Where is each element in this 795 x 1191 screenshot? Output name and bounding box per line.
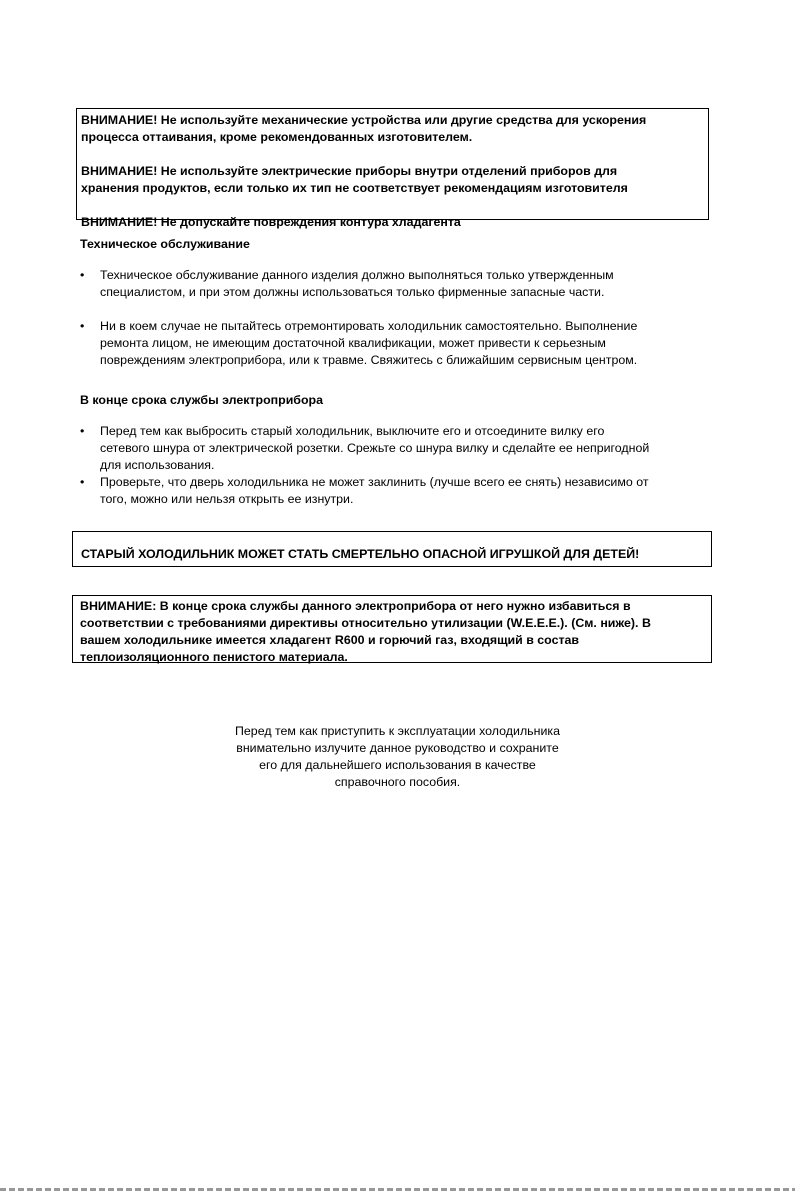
note-line3: его для дальнейшего использования в качестве: [259, 758, 536, 772]
disposal-line3: вашем холодильнике имеется хладагент R600 и горючий газ, входящий в состав: [80, 633, 580, 647]
bullet-icon: •: [80, 424, 85, 438]
maintenance-bullet-1-line2: специалистом, и при этом должны использоваться только фирменные запасные части.: [100, 285, 605, 299]
warning-defrost-line1: ВНИМАНИЕ! Не используйте механические устройства или другие средства для ускорения: [81, 113, 647, 127]
end-of-life-list: [80, 423, 710, 508]
warning-defrost-line2: процесса оттаивания, кроме рекомендованных изготовителем.: [81, 130, 473, 144]
note-line2: внимательно излучите данное руководство и сохраните: [236, 741, 559, 755]
manual-note: [210, 723, 585, 791]
end-of-life-heading: В конце срока службы электроприбора: [80, 393, 323, 407]
maintenance-bullet-1-line1: Техническое обслуживание данного изделия должно выполняться только утвержденным: [100, 268, 614, 282]
danger-text: СТАРЫЙ ХОЛОДИЛЬНИК МОЖЕТ СТАТЬ СМЕРТЕЛЬНО ОПАСНОЙ ИГРУШКОЙ ДЛЯ ДЕТЕЙ!: [81, 547, 640, 561]
bullet-icon: •: [80, 475, 85, 489]
list-item: [80, 474, 710, 508]
bullet-icon: •: [80, 268, 85, 282]
maintenance-bullet-2-line1: Ни в коем случае не пытайтесь отремонтировать холодильник самостоятельно. Выполнение: [100, 319, 638, 333]
warning-appliances-line2: хранения продуктов, если только их тип не соответствует рекомендациям изготовителя: [81, 181, 628, 195]
list-item: [80, 423, 710, 474]
note-line1: Перед тем как приступить к эксплуатации холодильника: [235, 724, 560, 738]
end-of-life-bullet-2-line1: Проверьте, что дверь холодильника не может заклинить (лучше всего ее снять) независимо от: [100, 475, 649, 489]
disposal-line1: ВНИМАНИЕ: В конце срока службы данного электроприбора от него нужно избавиться в: [80, 599, 631, 613]
maintenance-heading: Техническое обслуживание: [80, 237, 250, 251]
disposal-line4: теплоизоляционного пенистого материала.: [80, 650, 348, 664]
warning-appliances-line1: ВНИМАНИЕ! Не используйте электрические приборы внутри отделений приборов для: [81, 164, 618, 178]
end-of-life-bullet-1-line1: Перед тем как выбросить старый холодильник, выключите его и отсоедините вилку его: [100, 424, 605, 438]
warning-box-defrost: [76, 108, 709, 229]
bullet-icon: •: [80, 319, 85, 333]
end-of-life-bullet-1-line2: сетевого шнура от электрической розетки. Срежьте со шнура вилку и сделайте ее непригодной: [100, 441, 650, 455]
warning-refrigerant-circuit: ВНИМАНИЕ! Не допускайте повреждения контура хладагента: [81, 215, 461, 229]
danger-box: [72, 531, 712, 567]
disposal-warning-box: [72, 595, 712, 663]
list-item: [80, 318, 710, 369]
end-of-life-bullet-1-line3: для использования.: [100, 458, 215, 472]
maintenance-bullet-2-line2: ремонта лицом, не имеющим достаточной квалификации, может привести к серьезным: [100, 336, 606, 350]
note-line4: справочного пособия.: [334, 775, 461, 789]
maintenance-list: [80, 267, 710, 369]
disposal-line2: соответствии с требованиями директивы относительно утилизации (W.E.E.E.). (См. ниже). В: [80, 616, 651, 630]
list-item: [80, 267, 710, 301]
maintenance-bullet-2-line3: повреждениям электроприбора, или к травме. Свяжитесь с ближайшим сервисным центром.: [100, 353, 638, 367]
end-of-life-bullet-2-line2: того, можно или нельзя открыть ее изнутри.: [100, 492, 354, 506]
